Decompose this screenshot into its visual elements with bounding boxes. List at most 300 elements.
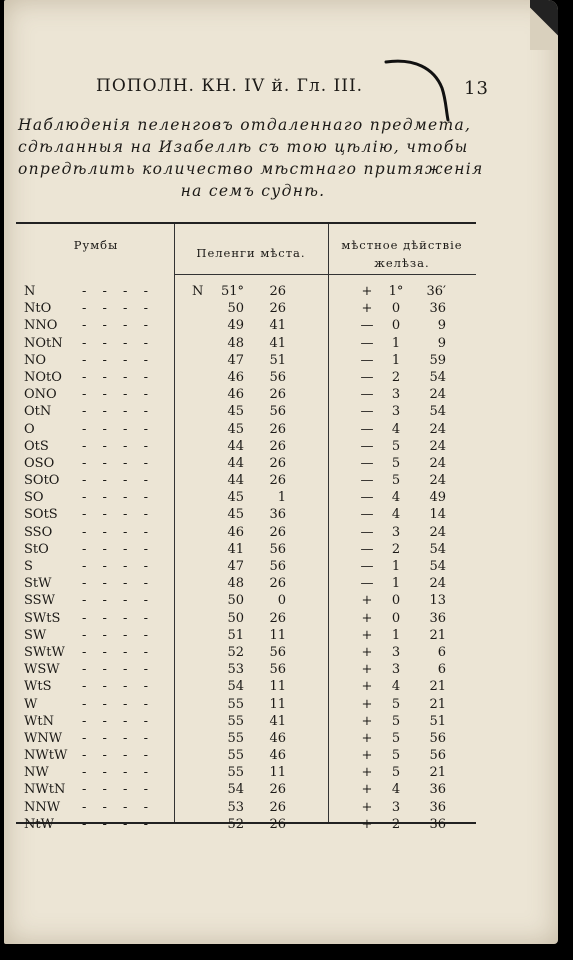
rumb-name: SSO — [24, 524, 53, 540]
bearing-degrees: 55 — [227, 765, 244, 781]
rumb-cell — [24, 525, 164, 540]
rumb-name: NNW — [24, 799, 61, 815]
rumb-name: WNW — [24, 730, 63, 746]
effect-sign: — — [360, 369, 374, 385]
bearing-degrees: 52 — [227, 816, 244, 832]
bearing-degrees: 46 — [227, 387, 244, 403]
leader-dashes: - - - - — [82, 284, 154, 299]
effect-sign: + — [361, 713, 373, 729]
effect-degrees: 1 — [391, 627, 401, 643]
bearing-degrees: 54 — [227, 782, 244, 798]
effect-minutes: 9 — [437, 318, 446, 334]
effect-sign: + — [361, 679, 373, 695]
leader-dashes: - - - - — [82, 438, 154, 454]
effect-sign: — — [360, 387, 374, 403]
rumb-cell — [24, 679, 164, 694]
leader-dashes: - - - - — [82, 352, 154, 368]
effect-sign: + — [361, 627, 373, 643]
effect-degrees: 3 — [391, 404, 401, 420]
effect-sign: — — [360, 490, 374, 506]
effect-minutes: 36′ — [426, 284, 446, 299]
leader-dashes: - - - - — [82, 507, 154, 523]
bearing-degrees: 45 — [227, 507, 244, 523]
rumb-name: WtS — [24, 679, 52, 695]
table-row — [16, 507, 476, 524]
leader-dashes: - - - - — [82, 610, 154, 626]
rumb-name: S — [24, 559, 33, 574]
title-line: на семъ суднѣ. — [180, 182, 326, 200]
bearing-degrees: 46 — [227, 369, 244, 385]
effect-degrees: 0 — [391, 593, 401, 609]
bearing-degrees: 45 — [227, 490, 244, 506]
leader-dashes: - - - - — [82, 748, 154, 764]
bearing-minutes: 56 — [269, 662, 286, 678]
rumb-cell — [24, 662, 164, 677]
page-number: 13 — [464, 78, 489, 99]
effect-sign: + — [361, 662, 373, 678]
effect-minutes: 36 — [429, 782, 446, 798]
effect-sign: + — [361, 765, 373, 781]
table-row — [16, 353, 476, 370]
leader-dashes: - - - - — [82, 696, 154, 712]
rumb-name: SW — [24, 627, 47, 643]
bearing-degrees: 55 — [227, 748, 244, 764]
bearing-prefix: N — [192, 284, 204, 299]
effect-degrees: 0 — [391, 301, 401, 317]
rumb-cell — [24, 456, 164, 471]
rumb-name: OSO — [24, 455, 55, 471]
rumb-cell — [24, 336, 164, 351]
bearing-minutes: 11 — [269, 765, 286, 781]
effect-minutes: 36 — [429, 799, 446, 815]
bearing-minutes: 56 — [269, 369, 286, 385]
effect-minutes: 54 — [429, 369, 446, 385]
rumb-cell — [24, 422, 164, 437]
effect-minutes: 24 — [429, 387, 446, 403]
effect-minutes: 56 — [429, 748, 446, 764]
bearing-minutes: 41 — [269, 713, 286, 729]
bearing-minutes: 26 — [269, 782, 286, 798]
rumb-name: O — [24, 421, 35, 437]
effect-degrees: 1 — [391, 559, 401, 574]
rumb-cell — [24, 507, 164, 522]
effect-degrees: 4 — [391, 490, 401, 506]
effect-degrees: 1° — [388, 284, 404, 299]
effect-sign: + — [361, 301, 373, 317]
bearing-degrees: 48 — [227, 335, 244, 351]
running-title: ПОПОЛН. КН. IV й. Гл. III. — [96, 76, 364, 96]
leader-dashes: - - - - — [82, 404, 154, 420]
leader-dashes: - - - - — [82, 816, 154, 832]
effect-minutes: 54 — [429, 404, 446, 420]
effect-minutes: 36 — [429, 301, 446, 317]
table-row — [16, 679, 476, 696]
effect-degrees: 3 — [391, 799, 401, 815]
leader-dashes: - - - - — [82, 541, 154, 557]
bearing-degrees: 44 — [227, 473, 244, 489]
bearing-minutes: 46 — [269, 730, 286, 746]
table-row — [16, 593, 476, 610]
effect-minutes: 24 — [429, 421, 446, 437]
rumb-cell — [24, 611, 164, 626]
bearing-degrees: 52 — [227, 644, 244, 660]
table-row — [16, 817, 476, 834]
bearing-minutes: 26 — [269, 473, 286, 489]
bearing-minutes: 56 — [269, 541, 286, 557]
effect-sign: — — [360, 335, 374, 351]
effect-degrees: 5 — [391, 765, 401, 781]
rumb-name: SO — [24, 490, 44, 506]
leader-dashes: - - - - — [82, 490, 154, 506]
leader-dashes: - - - - — [82, 524, 154, 540]
table-row — [16, 611, 476, 628]
effect-minutes: 6 — [437, 662, 446, 678]
page-header — [4, 76, 558, 106]
rumb-name: ONO — [24, 387, 57, 403]
effect-minutes: 9 — [437, 335, 446, 351]
effect-sign: — — [360, 438, 374, 454]
bearing-degrees: 53 — [227, 799, 244, 815]
effect-degrees: 3 — [391, 387, 401, 403]
rumb-name: W — [24, 696, 38, 712]
effect-minutes: 6 — [437, 644, 446, 660]
effect-minutes: 59 — [429, 352, 446, 368]
bearing-degrees: 45 — [227, 404, 244, 420]
effect-minutes: 24 — [429, 455, 446, 471]
rumb-cell — [24, 318, 164, 333]
header-rule — [174, 274, 476, 275]
effect-sign: + — [361, 748, 373, 764]
book-page — [4, 0, 558, 944]
rumb-cell — [24, 628, 164, 643]
rumb-cell — [24, 765, 164, 780]
effect-minutes: 14 — [429, 507, 446, 523]
table-row — [16, 542, 476, 559]
effect-degrees: 3 — [391, 524, 401, 540]
effect-sign: + — [361, 799, 373, 815]
leader-dashes: - - - - — [82, 335, 154, 351]
page-corner-fold — [530, 0, 558, 50]
effect-sign: + — [361, 593, 373, 609]
rumb-cell — [24, 714, 164, 729]
effect-sign: — — [360, 507, 374, 523]
effect-sign: — — [360, 421, 374, 437]
leader-dashes: - - - - — [82, 455, 154, 471]
leader-dashes: - - - - — [82, 473, 154, 489]
leader-dashes: - - - - — [82, 713, 154, 729]
effect-minutes: 56 — [429, 730, 446, 746]
bearing-minutes: 11 — [269, 679, 286, 695]
rumb-name: NNO — [24, 318, 58, 334]
rumb-cell — [24, 748, 164, 763]
rumb-name: NW — [24, 765, 49, 781]
effect-sign: + — [361, 610, 373, 626]
rumb-cell — [24, 559, 164, 574]
bearing-minutes: 51 — [269, 352, 286, 368]
effect-degrees: 5 — [391, 713, 401, 729]
rumb-name: NtW — [24, 816, 54, 832]
rumb-name: OtN — [24, 404, 52, 420]
bearing-minutes: 26 — [269, 524, 286, 540]
header-rumbs: Румбы — [73, 238, 119, 252]
leader-dashes: - - - - — [82, 421, 154, 437]
effect-degrees: 4 — [391, 782, 401, 798]
table-row — [16, 370, 476, 387]
rumb-name: NtO — [24, 301, 52, 317]
bearing-minutes: 11 — [269, 627, 286, 643]
bearing-minutes: 41 — [269, 335, 286, 351]
rumb-cell — [24, 490, 164, 505]
rumb-cell — [24, 782, 164, 797]
table-row — [16, 284, 476, 301]
leader-dashes: - - - - — [82, 593, 154, 609]
effect-degrees: 4 — [391, 421, 401, 437]
effect-degrees: 1 — [391, 335, 401, 351]
effect-degrees: 0 — [391, 610, 401, 626]
bearing-minutes: 26 — [269, 455, 286, 471]
table-title — [18, 114, 488, 202]
rumb-cell — [24, 576, 164, 591]
leader-dashes: - - - - — [82, 318, 154, 334]
table-row — [16, 800, 476, 817]
leader-dashes: - - - - — [82, 799, 154, 815]
table-row — [16, 645, 476, 662]
bearing-degrees: 48 — [227, 576, 244, 592]
table-row — [16, 456, 476, 473]
effect-minutes: 21 — [429, 679, 446, 695]
leader-dashes: - - - - — [82, 782, 154, 798]
rumb-cell — [24, 800, 164, 815]
effect-degrees: 0 — [391, 318, 401, 334]
rumb-name: NWtN — [24, 782, 66, 798]
rumb-name: SSW — [24, 593, 55, 609]
bearing-degrees: 51° — [220, 284, 244, 299]
effect-minutes: 24 — [429, 576, 446, 592]
leader-dashes: - - - - — [82, 387, 154, 403]
rumb-name: SOtO — [24, 473, 60, 489]
bearing-minutes: 36 — [269, 507, 286, 523]
table-row — [16, 782, 476, 799]
effect-degrees: 5 — [391, 455, 401, 471]
bearings-table — [16, 222, 476, 832]
table-row — [16, 318, 476, 335]
bearing-minutes: 56 — [269, 559, 286, 574]
bearing-minutes: 26 — [269, 301, 286, 317]
rumb-cell — [24, 370, 164, 385]
leader-dashes: - - - - — [82, 559, 154, 574]
leader-dashes: - - - - — [82, 662, 154, 678]
table-row — [16, 404, 476, 421]
effect-degrees: 2 — [391, 816, 401, 832]
effect-degrees: 5 — [391, 473, 401, 489]
title-line: Наблюденія пеленговъ отдаленнаго предмета, — [18, 116, 472, 134]
table-body — [16, 284, 476, 834]
effect-minutes: 54 — [429, 541, 446, 557]
bearing-minutes: 26 — [269, 438, 286, 454]
bearing-degrees: 44 — [227, 438, 244, 454]
effect-minutes: 13 — [429, 593, 446, 609]
rumb-name: N — [24, 284, 36, 299]
bearing-degrees: 54 — [227, 679, 244, 695]
effect-degrees: 2 — [391, 541, 401, 557]
bearing-degrees: 53 — [227, 662, 244, 678]
table-row — [16, 731, 476, 748]
header-local-effect: мѣстное дѣйствіе желѣза. — [341, 238, 463, 270]
bearing-minutes: 26 — [269, 387, 286, 403]
effect-degrees: 4 — [391, 507, 401, 523]
leader-dashes: - - - - — [82, 369, 154, 385]
rumb-cell — [24, 473, 164, 488]
bearing-degrees: 51 — [227, 627, 244, 643]
effect-sign: + — [361, 644, 373, 660]
effect-minutes: 54 — [429, 559, 446, 574]
table-row — [16, 439, 476, 456]
rumb-cell — [24, 697, 164, 712]
bearing-minutes: 56 — [269, 404, 286, 420]
title-line: сдѣланныя на Изабеллѣ съ тою цѣлію, чтобы — [18, 138, 469, 156]
bearing-minutes: 26 — [269, 576, 286, 592]
effect-minutes: 49 — [429, 490, 446, 506]
rumb-cell — [24, 645, 164, 660]
bearing-minutes: 26 — [269, 816, 286, 832]
rumb-name: SOtS — [24, 507, 58, 523]
title-line: опредѣлить количество мѣстнаго притяженія — [18, 160, 484, 178]
effect-degrees: 5 — [391, 438, 401, 454]
rumb-name: NWtW — [24, 748, 68, 764]
effect-minutes: 24 — [429, 524, 446, 540]
rumb-name: WSW — [24, 662, 60, 678]
table-row — [16, 473, 476, 490]
rumb-name: SWtW — [24, 644, 65, 660]
effect-degrees: 5 — [391, 748, 401, 764]
leader-dashes: - - - - — [82, 765, 154, 781]
table-row — [16, 422, 476, 439]
rumb-cell — [24, 593, 164, 608]
effect-minutes: 24 — [429, 473, 446, 489]
effect-minutes: 21 — [429, 765, 446, 781]
bearing-degrees: 44 — [227, 455, 244, 471]
bearing-minutes: 56 — [269, 644, 286, 660]
effect-sign: — — [360, 576, 374, 592]
table-row — [16, 662, 476, 679]
effect-degrees: 5 — [391, 730, 401, 746]
effect-minutes: 36 — [429, 816, 446, 832]
table-row — [16, 525, 476, 542]
effect-degrees: 1 — [391, 576, 401, 592]
effect-sign: — — [360, 404, 374, 420]
effect-degrees: 2 — [391, 369, 401, 385]
rumb-cell — [24, 404, 164, 419]
effect-degrees: 4 — [391, 679, 401, 695]
table-row — [16, 628, 476, 645]
bearing-degrees: 55 — [227, 730, 244, 746]
table-row — [16, 490, 476, 507]
rumb-name: SWtS — [24, 610, 61, 626]
bearing-degrees: 47 — [227, 352, 244, 368]
rumb-cell — [24, 353, 164, 368]
bearing-degrees: 49 — [227, 318, 244, 334]
effect-degrees: 1 — [391, 352, 401, 368]
bearing-minutes: 26 — [269, 799, 286, 815]
effect-sign: + — [361, 782, 373, 798]
effect-minutes: 24 — [429, 438, 446, 454]
effect-sign: — — [360, 559, 374, 574]
leader-dashes: - - - - — [82, 576, 154, 592]
table-row — [16, 336, 476, 353]
table-row — [16, 387, 476, 404]
bearing-minutes: 26 — [269, 610, 286, 626]
bearing-degrees: 50 — [227, 593, 244, 609]
effect-sign: + — [361, 816, 373, 832]
bearing-degrees: 47 — [227, 559, 244, 574]
rumb-name: NO — [24, 352, 47, 368]
table-row — [16, 576, 476, 593]
rumb-cell — [24, 439, 164, 454]
effect-degrees: 3 — [391, 662, 401, 678]
effect-sign: — — [360, 473, 374, 489]
rumb-name: NOtO — [24, 369, 62, 385]
effect-sign: — — [360, 318, 374, 334]
effect-sign: — — [360, 541, 374, 557]
bearing-minutes: 0 — [277, 593, 286, 609]
leader-dashes: - - - - — [82, 627, 154, 643]
effect-minutes: 51 — [429, 713, 446, 729]
bearing-minutes: 41 — [269, 318, 286, 334]
effect-sign: — — [360, 455, 374, 471]
bearing-degrees: 45 — [227, 421, 244, 437]
rumb-cell — [24, 301, 164, 316]
leader-dashes: - - - - — [82, 679, 154, 695]
table-row — [16, 301, 476, 318]
bearing-minutes: 46 — [269, 748, 286, 764]
rumb-name: StW — [24, 576, 52, 592]
rumb-name: NOtN — [24, 335, 63, 351]
table-row — [16, 748, 476, 765]
bearing-degrees: 55 — [227, 713, 244, 729]
rumb-cell — [24, 284, 164, 299]
bearing-minutes: 26 — [269, 421, 286, 437]
bearing-degrees: 55 — [227, 696, 244, 712]
rumb-cell — [24, 542, 164, 557]
table-row — [16, 697, 476, 714]
effect-degrees: 3 — [391, 644, 401, 660]
bearing-minutes: 1 — [277, 490, 286, 506]
effect-minutes: 36 — [429, 610, 446, 626]
table-row — [16, 559, 476, 576]
bearing-degrees: 50 — [227, 610, 244, 626]
header-bearings: Пеленги мѣста. — [196, 246, 306, 260]
rumb-name: OtS — [24, 438, 49, 454]
table-row — [16, 765, 476, 782]
rumb-name: WtN — [24, 713, 54, 729]
rumb-cell — [24, 731, 164, 746]
effect-degrees: 5 — [391, 696, 401, 712]
effect-minutes: 21 — [429, 627, 446, 643]
rumb-name: StO — [24, 541, 49, 557]
rumb-cell — [24, 387, 164, 402]
effect-sign: — — [360, 524, 374, 540]
table-row — [16, 714, 476, 731]
bearing-degrees: 41 — [227, 541, 244, 557]
rumb-cell — [24, 817, 164, 832]
bearing-degrees: 50 — [227, 301, 244, 317]
bearing-minutes: 11 — [269, 696, 286, 712]
bearing-degrees: 46 — [227, 524, 244, 540]
effect-sign: + — [361, 284, 373, 299]
effect-sign: + — [361, 730, 373, 746]
bearing-minutes: 26 — [269, 284, 286, 299]
leader-dashes: - - - - — [82, 730, 154, 746]
